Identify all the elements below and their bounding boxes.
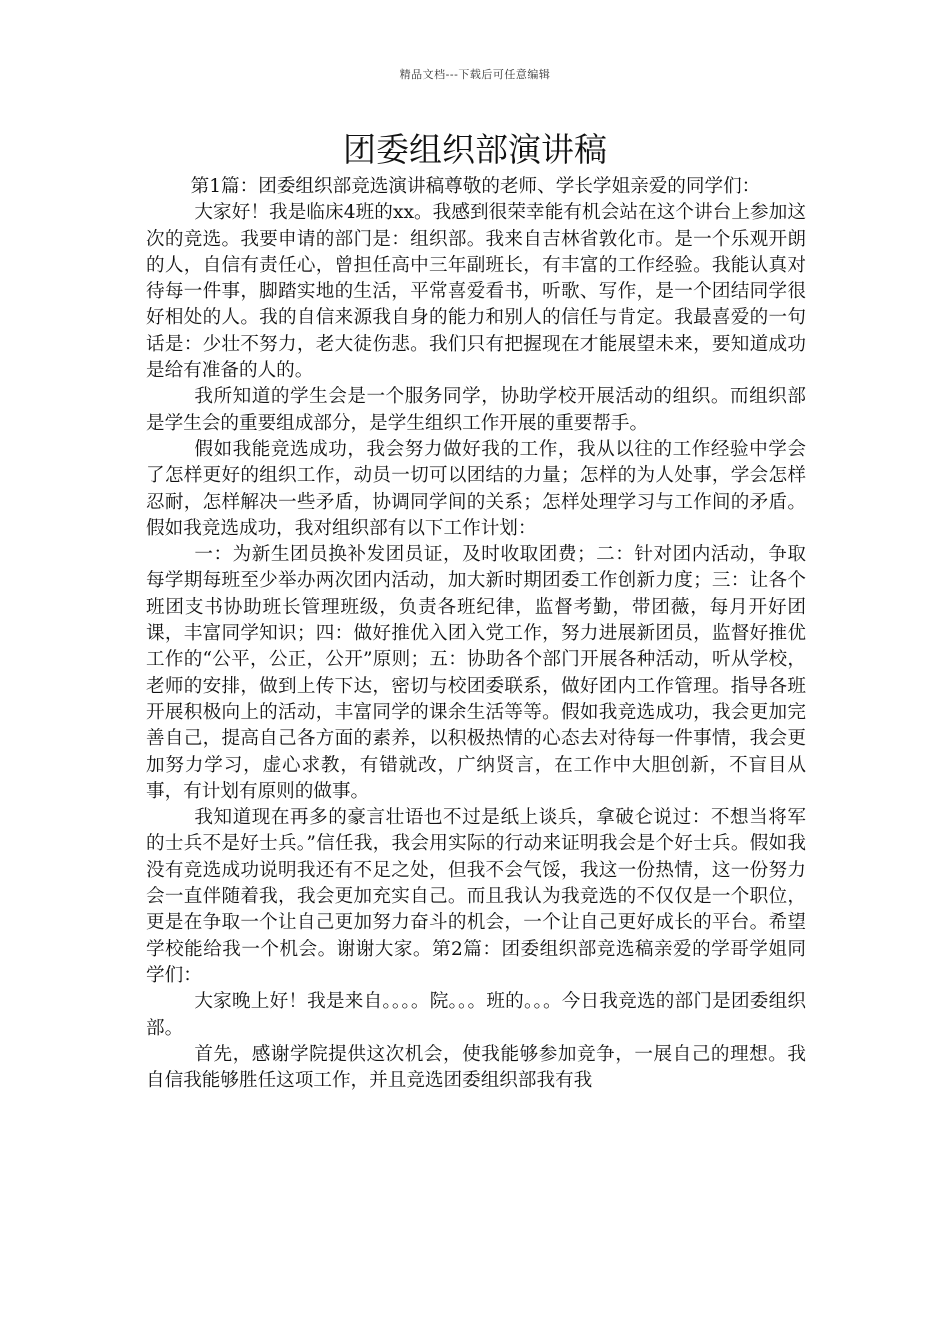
- document-body: [146, 174, 806, 1094]
- paragraph: 首先，感谢学院提供这次机会，使我能够参加竞争，一展自己的理想。我自信我能够胜任这项工作，并且竞选团委组织部我有我: [146, 1043, 806, 1092]
- document-title: 团委组织部演讲稿: [343, 130, 607, 169]
- paragraph: 我知道现在再多的豪言壮语也不过是纸上谈兵，拿破仑说过：不想当将军的士兵不是好士兵。”信任我，我会用实际的行动来证明我会是个好士兵。假如我没有竞选成功说明我还有不足之处，但我不会气馁，我这一份热情，这一份努力会一直伴随着我，我会更加充实自己。而且我认为我竞选的不仅仅是一个职位，更是在争取一个让自己更加努力奋斗的机会，一个让自己更好成长的平台。希望学校能给我一个机会。谢谢大家。第2篇：团委组织部竞选稿亲爱的学哥学姐同学们：: [146, 807, 806, 986]
- paragraph: 假如我能竞选成功，我会努力做好我的工作，我从以往的工作经验中学会了怎样更好的组织工作，动员一切可以团结的力量；怎样的为人处事，学会怎样忍耐，怎样解决一些矛盾，协调同学间的关系；怎样处理学习与工作间的矛盾。假如我竞选成功，我对组织部有以下工作计划：: [146, 438, 806, 539]
- header-note: 精品文档---下载后可任意编辑: [399, 68, 551, 81]
- paragraph: 一：为新生团员换补发团员证，及时收取团费；二：针对团内活动，争取每学期每班至少举办两次团内活动，加大新时期团委工作创新力度；三：让各个班团支书协助班长管理班级，负责各班纪律，监督考勤，带团薇，每月开好团课，丰富同学知识；四：做好推优入团入党工作，努力进展新团员，监督好推优工作的“公平，公正，公开”原则；五：协助各个部门开展各种活动，听从学校，老师的安排，做到上传下达，密切与校团委联系，做好团内工作管理。指导各班开展积极向上的活动，丰富同学的课余生活等等。假如我竞选成功，我会更加完善自己，提高自己各方面的素养，以积极热情的心态去对待每一件事情，我会更加努力学习，虚心求教，有错就改，广纳贤言，在工作中大胆创新，不盲目从事，有计划有原则的做事。: [146, 544, 806, 802]
- paragraph: 大家好！我是临床4班的xx。我感到很荣幸能有机会站在这个讲台上参加这次的竞选。我要申请的部门是：组织部。我来自吉林省敦化市。是一个乐观开朗的人，自信有责任心，曾担任高中三年副班长，有丰富的工作经验。我能认真对待每一件事，脚踏实地的生活，平常喜爱看书，听歌、写作，是一个团结同学很好相处的人。我的自信来源我自身的能力和别人的信任与肯定。我最喜爱的一句话是：少壮不努力，老大徒伤悲。我们只有把握现在才能展望未来，要知道成功是给有准备的人的。: [146, 202, 806, 382]
- paragraph: 大家晚上好！我是来自。。。。院。。。班的。。。今日我竞选的部门是团委组织部。: [146, 991, 806, 1039]
- paragraph: 我所知道的学生会是一个服务同学，协助学校开展活动的组织。而组织部是学生会的重要组成部分，是学生组织工作开展的重要帮手。: [146, 386, 806, 434]
- paragraph: 第1篇：团委组织部竞选演讲稿尊敬的老师、学长学姐亲爱的同学们：: [190, 176, 761, 197]
